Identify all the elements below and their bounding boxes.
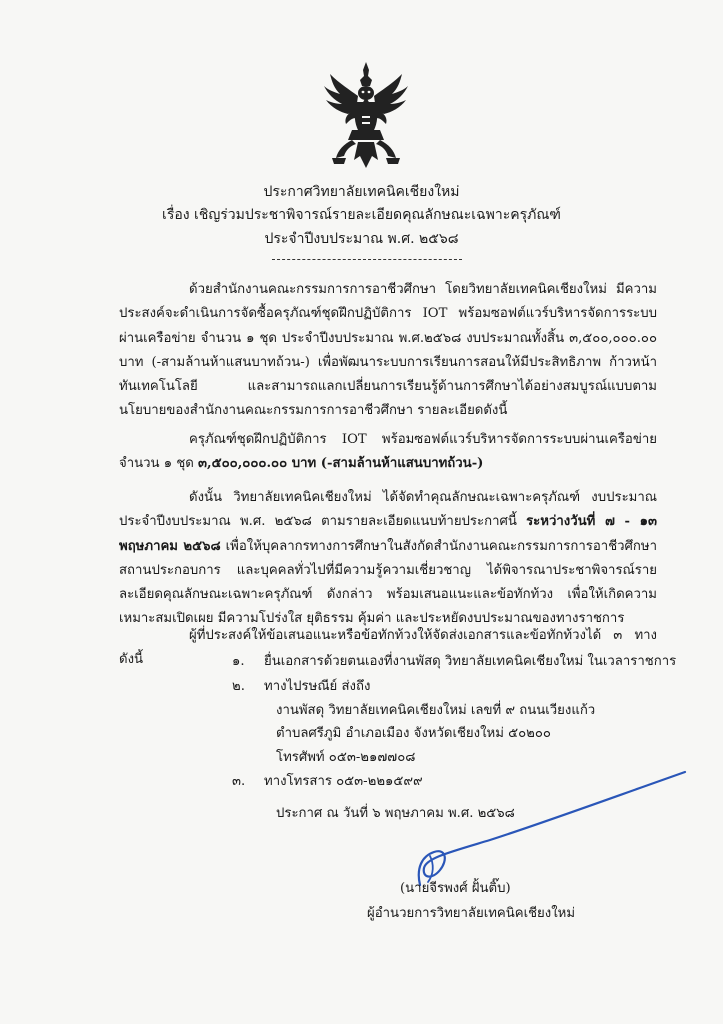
paragraph-intro (119, 278, 657, 424)
address-line: งานพัสดุ วิทยาลัยเทคนิคเชียงใหม่ เลขที่ ๙ ถนนเวียงแก้ว (276, 703, 596, 718)
phone-line: โทรศัพท์ ๐๕๓-๒๑๗๗๐๘ (276, 750, 416, 765)
channel-item (232, 675, 370, 699)
review-period: ระหว่างวันที่ ๗ - ๑๓ พฤษภาคม ๒๕๖๘ (119, 514, 657, 554)
signature-icon (360, 760, 690, 890)
channel-text: ทางไปรษณีย์ ส่งถึง (264, 679, 371, 694)
paragraph-item-text (119, 428, 657, 477)
signatory-position: ผู้อำนวยการวิทยาลัยเทคนิคเชียงใหม่ (367, 906, 576, 921)
channel-text: ทางโทรสาร ๐๕๓-๒๒๑๕๙๙ (264, 774, 423, 789)
paragraph-intro-text: ด้วยสำนักงานคณะกรรมการการอาชีวศึกษา โดยวิทยาลัยเทคนิคเชียงใหม่ มีความประสงค์จะดำเนินการจัดซื้อครุภัณฑ์ชุดฝึกปฏิบัติการ IOT พร้อมซอฟต์แวร์บริหารจัดการระบบผ่านเครือข่าย จำนวน ๑ ชุด ประจำปีงบประมาณ พ.ศ.๒๕๖๘ งบประมาณทั้งสิ้น ๓,๕๐๐,๐๐๐.๐๐ บาท (-สามล้านห้าแสนบาทถ้วน-) เพื่อพัฒนาระบบการเรียนการสอนให้มีประสิทธิภาพ ก้าวหน้าทันเทคโนโลยี และสามารถแลกเปลี่ยนการเรียนรู้ด้านการศึกษาได้อย่างสมบูรณ์แบบตามนโยบายของสำนักงานคณะกรรมการการอาชีวศึกษา รายละเอียดดังนี้ (119, 282, 657, 419)
address-line: ตำบลศรีภูมิ อำเภอเมือง จังหวัดเชียงใหม่ ๕๐๒๐๐ (276, 726, 551, 741)
purpose-lead: ดังนั้น วิทยาลัยเทคนิคเชียงใหม่ ได้จัดทำคุณลักษณะเฉพาะครุภัณฑ์ งบประมาณประจำปีงบประมาณ พ.ศ. ๒๕๖๘ ตามรายละเอียดแนบท้ายประกาศนี้ (119, 490, 657, 530)
garuda-emblem-icon (322, 60, 410, 172)
purpose-rest: เพื่อให้บุคลากรทางการศึกษาในสังกัดสำนักงานคณะกรรมการการอาชีวศึกษา สถานประกอบการ และบุคคลทั่วไปที่มีความรู้ความเชี่ยวชาญ ได้พิจารณาประชาพิจารณ์รายละเอียดคุณลักษณะเฉพาะครุภัณฑ์ ดังกล่าว พร้อมเสนอแนะและข้อทักท้วง เพื่อให้เกิดความเหมาะสมเปิดเผย มีความโปร่งใส ยุติธรรม คุ้มค่า และประหยัดงบประมาณของทางราชการ (119, 538, 657, 627)
announcement-date: ประกาศ ณ วันที่ ๖ พฤษภาคม พ.ศ. ๒๕๖๘ (276, 806, 515, 821)
document-title-line1: ประกาศวิทยาลัยเทคนิคเชียงใหม่ (263, 184, 460, 200)
paragraph-item (119, 428, 657, 477)
channel-number: ๑. (232, 654, 245, 669)
paragraph-purpose-text (119, 486, 657, 632)
signatory-name: (นายจีรพงศ์ ฝั้นติ๊บ) (400, 881, 511, 896)
channel-number: ๓. (232, 774, 246, 789)
item-description: ครุภัณฑ์ชุดฝึกปฏิบัติการ IOT พร้อมซอฟต์แวร์บริหารจัดการระบบผ่านเครือข่าย จำนวน ๑ ชุด (119, 432, 657, 472)
channel-item (232, 650, 676, 674)
document-subject: เรื่อง เชิญร่วมประชาพิจารณ์รายละเอียดคุณลักษณะเฉพาะครุภัณฑ์ (162, 207, 561, 223)
channel-number: ๒. (232, 679, 245, 694)
fiscal-year-line: ประจำปีงบประมาณ พ.ศ. ๒๕๖๘ (264, 231, 459, 247)
channel-text: ยื่นเอกสารด้วยตนเองที่งานพัสดุ วิทยาลัยเทคนิคเชียงใหม่ ในเวลาราชการ (264, 654, 677, 669)
dashed-separator (272, 259, 462, 260)
paragraph-purpose (119, 486, 657, 632)
paragraph-channels-text: ผู้ที่ประสงค์ให้ข้อเสนอแนะหรือข้อทักท้วงให้จัดส่งเอกสารและข้อทักท้วงได้ ๓ ทาง ดังนี้ (119, 628, 657, 668)
item-budget: ๓,๕๐๐,๐๐๐.๐๐ บาท (-สามล้านห้าแสนบาทถ้วน-) (198, 456, 484, 472)
